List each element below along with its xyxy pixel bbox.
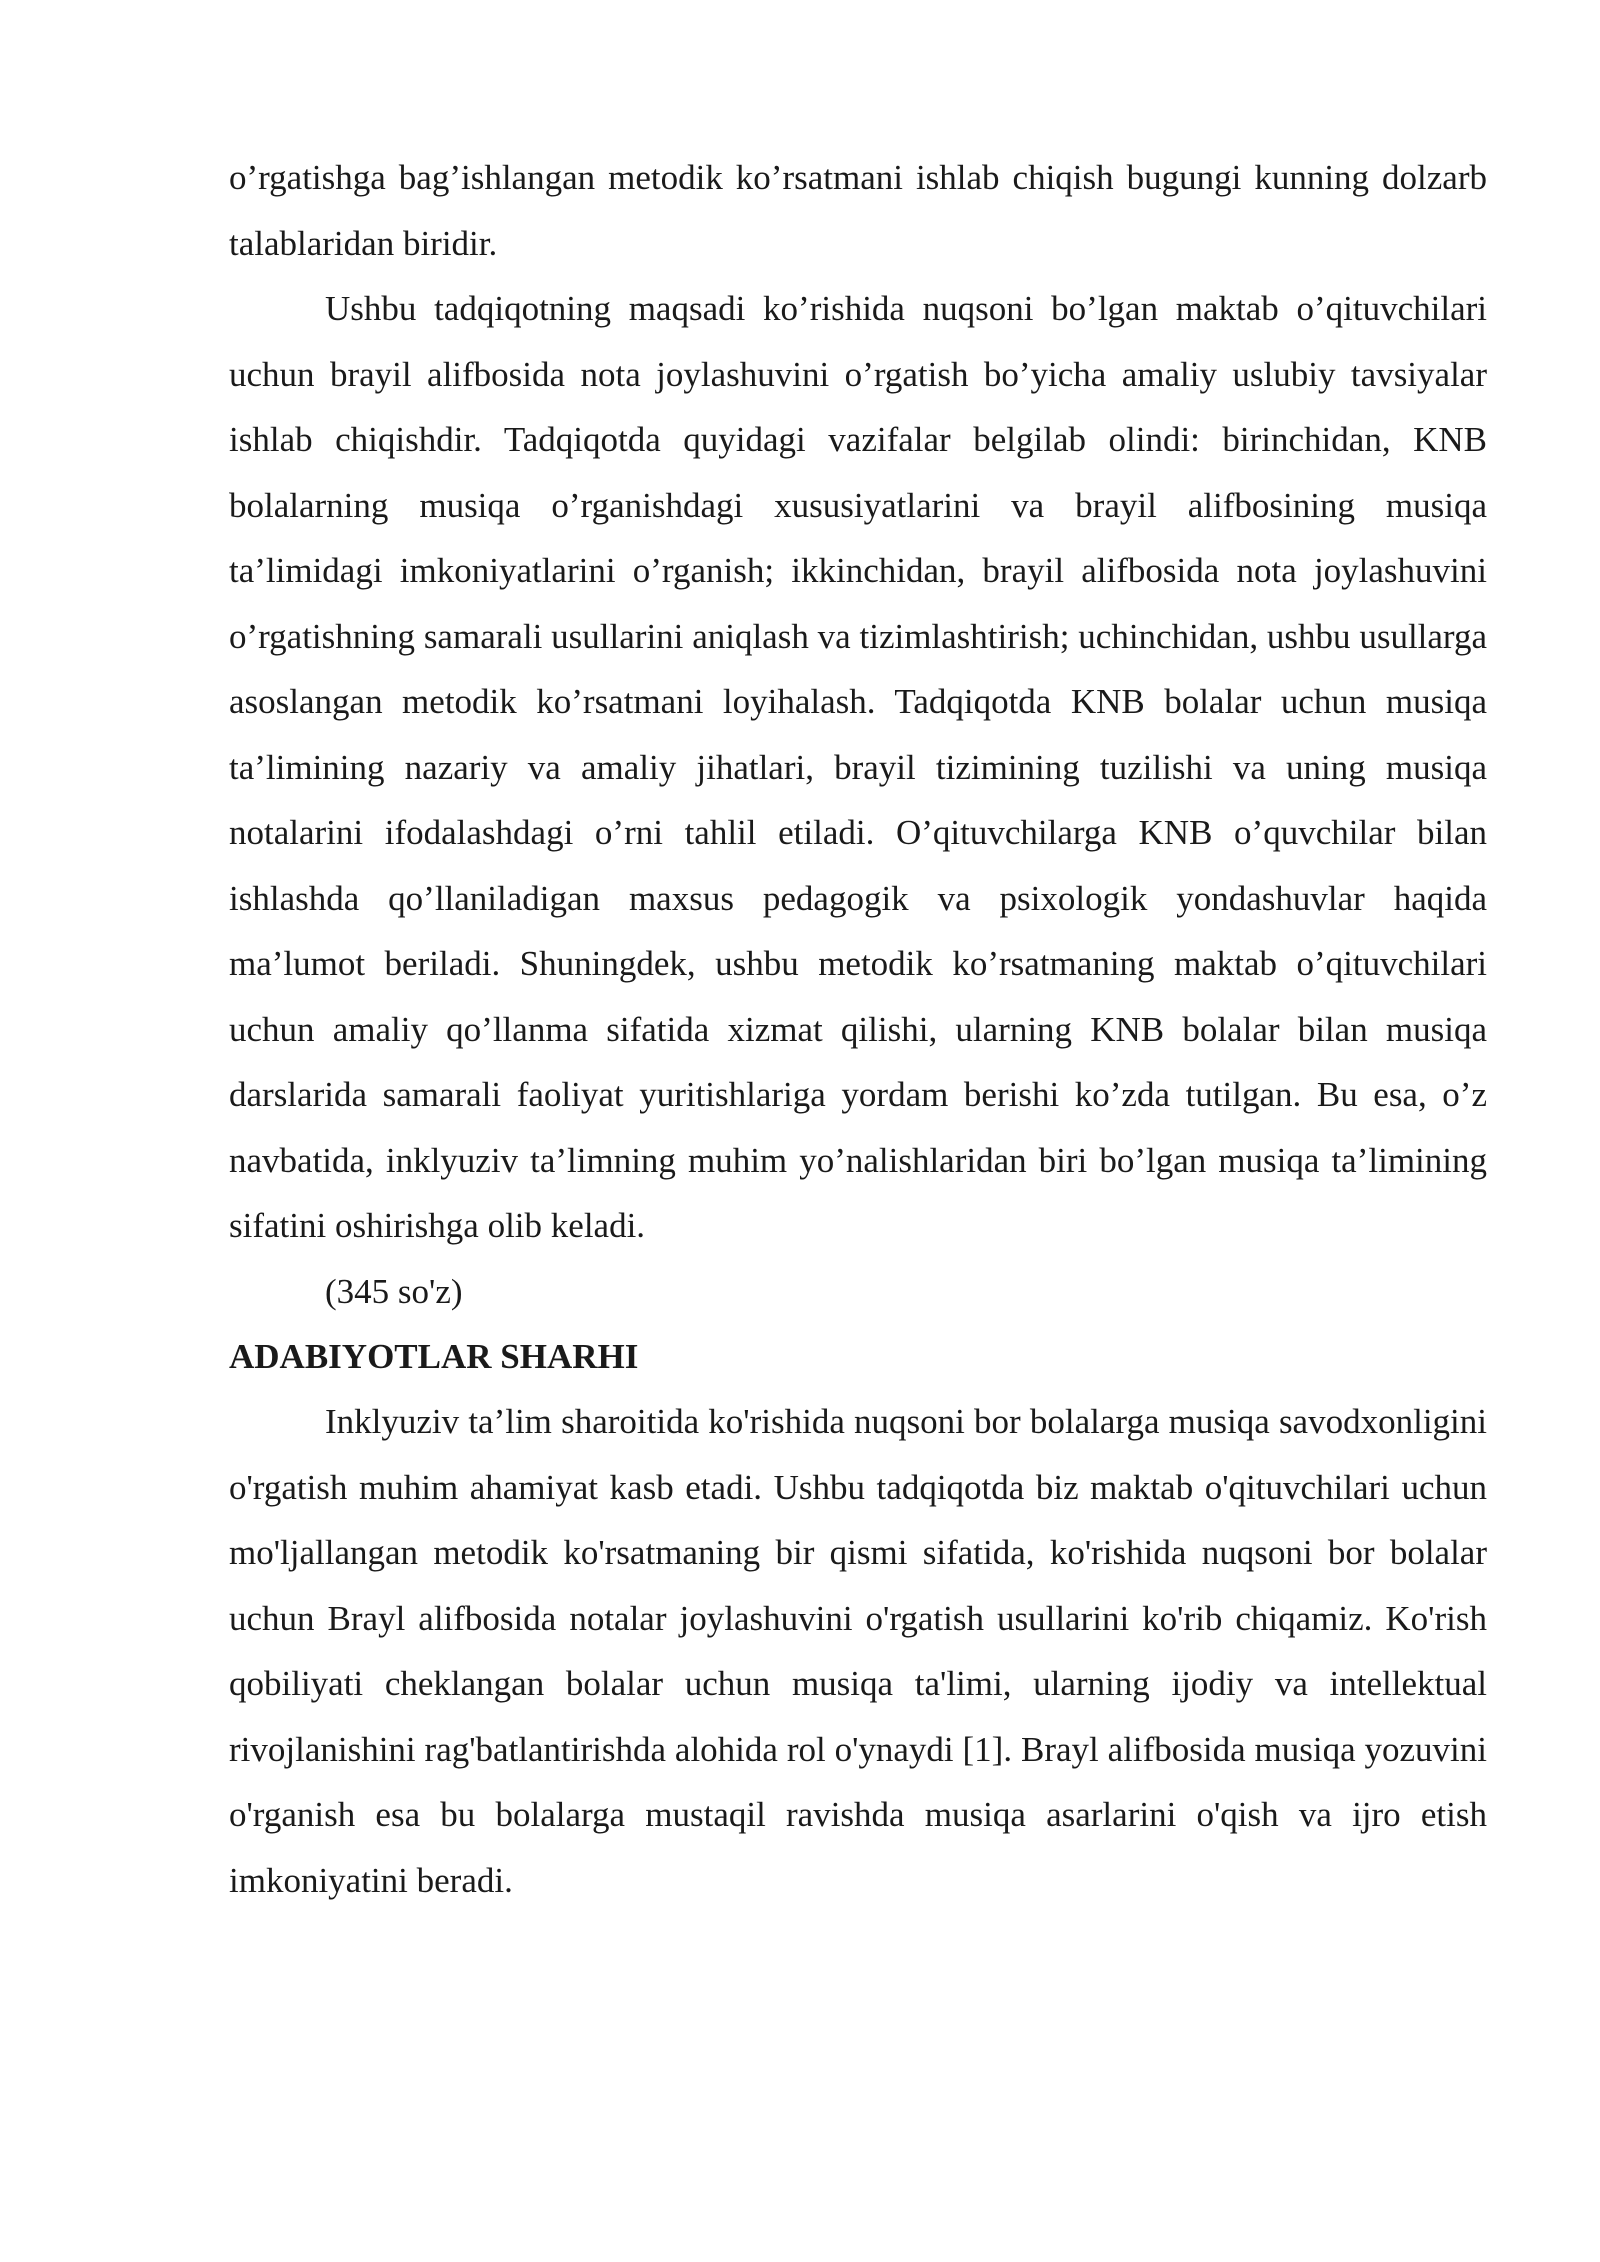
literature-review-paragraph: Inklyuziv ta’lim sharoitida ko'rishida nuqsoni bor bolalarga musiqa savodxonligini o'rgatish muhim ahamiyat kasb etadi. Ushbu tadqiqotda biz maktab o'qituvchilari uchun mo'ljallangan metodik ko'rsatmaning bir qismi sifatida, ko'rishida nuqsoni bor bolalar uchun Brayl alifbosida notalar joylashuvini o'rgatish usullarini ko'rib chiqamiz. Ko'rish qobiliyati cheklangan bolalar uchun musiqa ta'limi, ularning ijodiy va intellektual rivojlanishini rag'batlantirishda alohida rol o'ynaydi [1]. Brayl alifbosida musiqa yozuvini o'rganish esa bu bolalarga mustaqil ravishda musiqa asarlarini o'qish va ijro etish imkoniyatini beradi. — [229, 1402, 1487, 1900]
section-heading: ADABIYOTLAR SHARHI — [229, 1337, 639, 1376]
document-page — [229, 145, 1487, 1913]
word-count: (345 so'z) — [325, 1271, 463, 1311]
purpose-paragraph: Ushbu tadqiqotning maqsadi ko’rishida nuqsoni bo’lgan maktab o’qituvchilari uchun brayil alifbosida nota joylashuvini o’rgatish bo’yicha amaliy uslubiy tavsiyalar ishlab chiqishdir. Tadqiqotda quyidagi vazifalar belgilab olindi: birinchidan, KNB bolalarning musiqa o’rganishdagi xususiyatlarini va brayil alifbosining musiqa ta’limidagi imkoniyatlarini o’rganish; ikkinchidan, brayil alifbosida nota joylashuvini o’rgatishning samarali usullarini aniqlash va tizimlashtirish; uchinchidan, ushbu usullarga asoslangan metodik ko’rsatmani loyihalash. Tadqiqotda KNB bolalar uchun musiqa ta’limining nazariy va amaliy jihatlari, brayil tizimining tuzilishi va uning musiqa notalarini ifodalashdagi o’rni tahlil etiladi. O’qituvchilarga KNB o’quvchilar bilan ishlashda qo’llaniladigan maxsus pedagogik va psixologik yondashuvlar haqida ma’lumot beriladi. Shuningdek, ushbu metodik ko’rsatmaning maktab o’qituvchilari uchun amaliy qo’llanma sifatida xizmat qilishi, ularning KNB bolalar bilan musiqa darslarida samarali faoliyat yuritishlariga yordam berishi ko’zda tutilgan. Bu esa, o’z navbatida, inklyuziv ta’limning muhim yo’nalishlaridan biri bo’lgan musiqa ta’limining sifatini oshirishga olib keladi. — [229, 289, 1487, 1245]
continued-paragraph: o’rgatishga bag’ishlangan metodik ko’rsatmani ishlab chiqish bugungi kunning dolzarb talablaridan biridir. — [229, 158, 1487, 263]
